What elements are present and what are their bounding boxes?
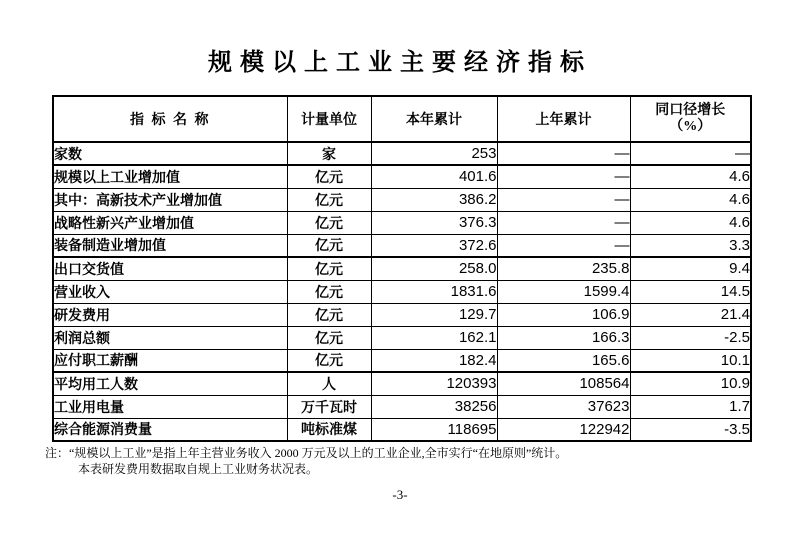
growth-cell: 3.3 xyxy=(630,234,751,257)
table-row xyxy=(53,280,751,303)
indicator-name-cell: 出口交货值 xyxy=(53,257,287,280)
current-year-cell: 376.3 xyxy=(371,211,497,234)
current-year-cell: 253 xyxy=(371,142,497,165)
indicator-name-cell: 综合能源消费量 xyxy=(53,418,287,441)
indicator-name-cell: 平均用工人数 xyxy=(53,372,287,395)
current-year-cell: 38256 xyxy=(371,395,497,418)
growth-cell: -2.5 xyxy=(630,326,751,349)
indicator-name-cell: 战略性新兴产业增加值 xyxy=(53,211,287,234)
unit-cell: 吨标准煤 xyxy=(287,418,371,441)
current-year-cell: 386.2 xyxy=(371,188,497,211)
indicators-table xyxy=(52,95,752,442)
current-year-cell: 120393 xyxy=(371,372,497,395)
table-row xyxy=(53,257,751,280)
growth-cell: 4.6 xyxy=(630,188,751,211)
note-line-1: 注：“规模以上工业”是指上年主营业务收入 2000 万元及以上的工业企业,全市实行“在地原则”统计。 xyxy=(45,446,568,460)
growth-cell: 1.7 xyxy=(630,395,751,418)
current-year-cell: 372.6 xyxy=(371,234,497,257)
previous-year-cell: 106.9 xyxy=(497,303,630,326)
growth-cell: 14.5 xyxy=(630,280,751,303)
previous-year-cell: 166.3 xyxy=(497,326,630,349)
indicator-name-cell: 利润总额 xyxy=(53,326,287,349)
indicator-name-cell: 其中：高新技术产业增加值 xyxy=(53,188,287,211)
indicator-name-cell: 规模以上工业增加值 xyxy=(53,165,287,188)
unit-cell: 人 xyxy=(287,372,371,395)
growth-cell: 9.4 xyxy=(630,257,751,280)
unit-cell: 亿元 xyxy=(287,280,371,303)
indicator-name-cell: 工业用电量 xyxy=(53,395,287,418)
table-row xyxy=(53,349,751,372)
table-row xyxy=(53,188,751,211)
table-row xyxy=(53,165,751,188)
previous-year-cell: 1599.4 xyxy=(497,280,630,303)
header-current-year: 本年累计 xyxy=(371,96,497,142)
table-row xyxy=(53,234,751,257)
indicator-name-cell: 装备制造业增加值 xyxy=(53,234,287,257)
indicator-name-cell: 营业收入 xyxy=(53,280,287,303)
unit-cell: 亿元 xyxy=(287,234,371,257)
page-number: -3- xyxy=(392,487,408,502)
growth-cell: — xyxy=(630,142,751,165)
header-previous-year: 上年累计 xyxy=(497,96,630,142)
table-row xyxy=(53,395,751,418)
current-year-cell: 129.7 xyxy=(371,303,497,326)
previous-year-cell: 122942 xyxy=(497,418,630,441)
previous-year-cell: — xyxy=(497,165,630,188)
unit-cell: 亿元 xyxy=(287,211,371,234)
current-year-cell: 1831.6 xyxy=(371,280,497,303)
note-line-2: 本表研发费用数据取自规上工业财务状况表。 xyxy=(78,461,319,476)
header-growth xyxy=(630,96,751,142)
current-year-cell: 118695 xyxy=(371,418,497,441)
table-header-row xyxy=(53,96,751,142)
unit-cell: 家 xyxy=(287,142,371,165)
indicator-name-cell: 研发费用 xyxy=(53,303,287,326)
current-year-cell: 182.4 xyxy=(371,349,497,372)
growth-cell: 21.4 xyxy=(630,303,751,326)
previous-year-cell: 108564 xyxy=(497,372,630,395)
growth-cell: -3.5 xyxy=(630,418,751,441)
table-row xyxy=(53,211,751,234)
current-year-cell: 401.6 xyxy=(371,165,497,188)
table-row xyxy=(53,142,751,165)
previous-year-cell: — xyxy=(497,211,630,234)
growth-cell: 4.6 xyxy=(630,211,751,234)
header-growth-label: 同口径增长 xyxy=(655,103,726,118)
previous-year-cell: 165.6 xyxy=(497,349,630,372)
previous-year-cell: — xyxy=(497,234,630,257)
growth-cell: 10.9 xyxy=(630,372,751,395)
previous-year-cell: — xyxy=(497,142,630,165)
header-growth-unit: （%） xyxy=(669,119,712,134)
current-year-cell: 162.1 xyxy=(371,326,497,349)
table-row xyxy=(53,303,751,326)
unit-cell: 亿元 xyxy=(287,165,371,188)
header-indicator-name: 指 标 名 称 xyxy=(53,96,287,142)
page-title: 规模以上工业主要经济指标 xyxy=(208,49,592,76)
table-row xyxy=(53,372,751,395)
unit-cell: 亿元 xyxy=(287,349,371,372)
unit-cell: 万千瓦时 xyxy=(287,395,371,418)
table-row xyxy=(53,326,751,349)
unit-cell: 亿元 xyxy=(287,326,371,349)
previous-year-cell: — xyxy=(497,188,630,211)
table-notes xyxy=(45,446,755,477)
current-year-cell: 258.0 xyxy=(371,257,497,280)
growth-cell: 4.6 xyxy=(630,165,751,188)
table-row xyxy=(53,418,751,441)
header-unit: 计量单位 xyxy=(287,96,371,142)
unit-cell: 亿元 xyxy=(287,188,371,211)
previous-year-cell: 235.8 xyxy=(497,257,630,280)
previous-year-cell: 37623 xyxy=(497,395,630,418)
unit-cell: 亿元 xyxy=(287,257,371,280)
unit-cell: 亿元 xyxy=(287,303,371,326)
indicator-name-cell: 家数 xyxy=(53,142,287,165)
growth-cell: 10.1 xyxy=(630,349,751,372)
indicator-name-cell: 应付职工薪酬 xyxy=(53,349,287,372)
